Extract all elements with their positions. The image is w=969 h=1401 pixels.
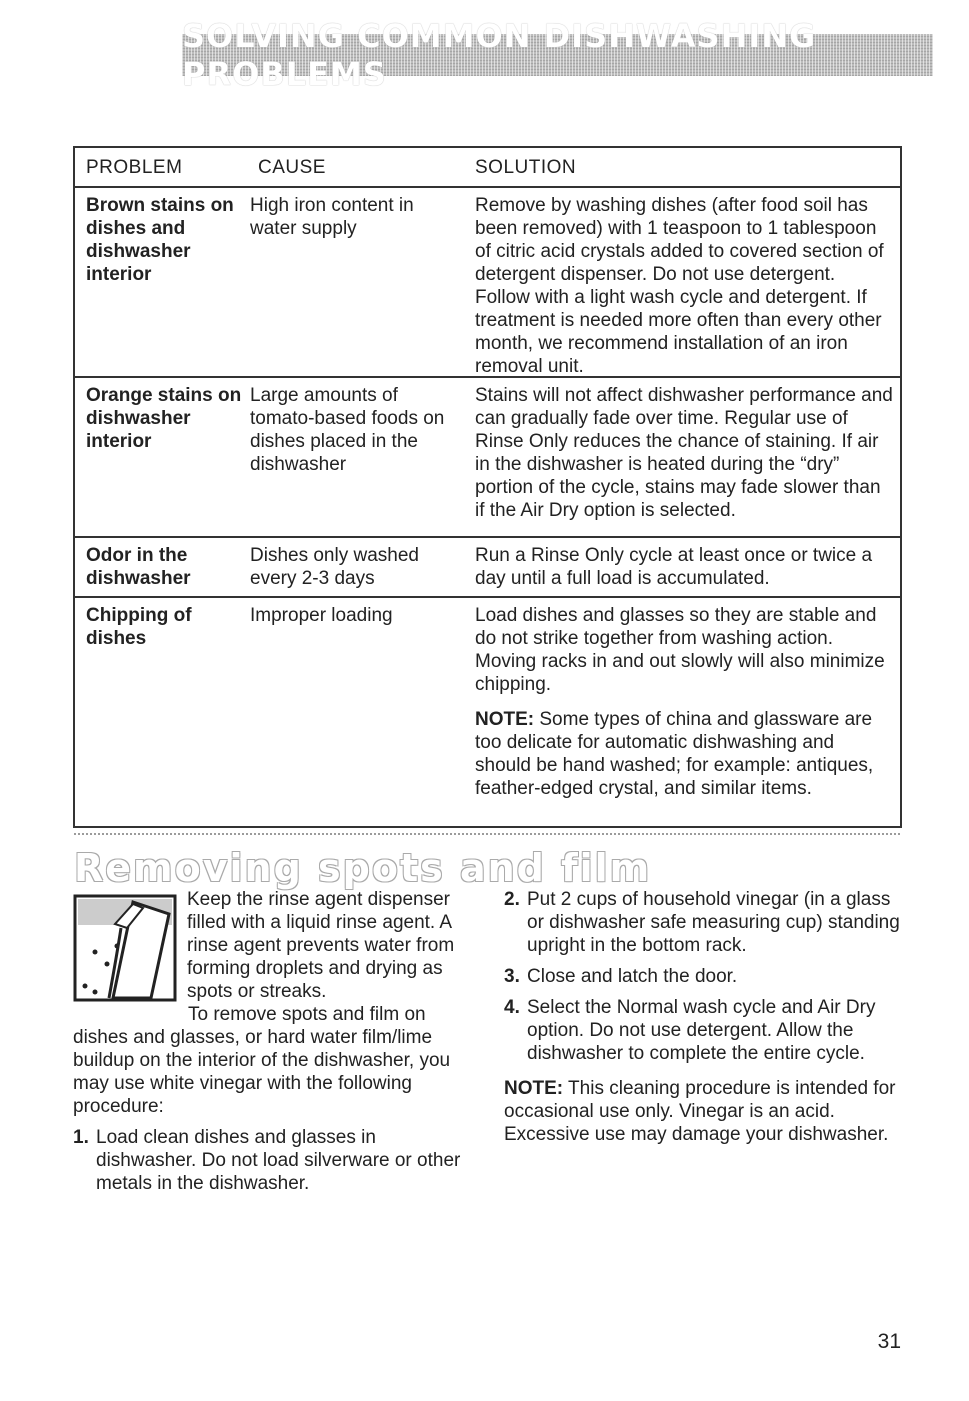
header-problem: PROBLEM xyxy=(86,156,183,178)
step-text: Close and latch the door. xyxy=(527,966,738,987)
note-label: NOTE: xyxy=(475,709,535,730)
problem-cell: Brown stains on dishes and dishwasher interior xyxy=(86,195,234,285)
step-number: 3. xyxy=(504,966,520,987)
header-cause: CAUSE xyxy=(258,156,326,178)
header-solution: SOLUTION xyxy=(475,156,577,178)
intro-paragraph xyxy=(73,888,478,1003)
table-row xyxy=(75,598,900,826)
list-item xyxy=(504,965,904,988)
problem-cell: Orange stains on dishwasher interior xyxy=(86,385,242,452)
solution-cell xyxy=(475,598,900,826)
intro-text-1: Keep the rinse agent dispenser filled with a liquid rinse agent. A rinse agent prevents water from forming droplets and drying as spots or streaks. xyxy=(187,889,455,1002)
intro-text-2: To remove spots and film on dishes and glasses, or hard water film/lime buildup on the interior of the dishwasher, you may use white vinegar with the following procedure: xyxy=(73,1004,451,1117)
cause-cell: Large amounts of tomato-based foods on dishes placed in the dishwasher xyxy=(250,385,445,475)
page-banner xyxy=(182,17,933,93)
solution-cell: Stains will not affect dishwasher performance and can gradually fade over time. Regular use of Rinse Only reduces the chance of staining. If air in the dishwasher is heated during the “dry” portion of the cycle, stains may fade slower than if the Air Dry option is selected. xyxy=(475,385,893,521)
table-row xyxy=(75,188,900,378)
step-text: Put 2 cups of household vinegar (in a glass or dishwasher safe measuring cup) standing upright in the bottom rack. xyxy=(527,889,900,956)
section-note xyxy=(504,1077,904,1146)
banner-title: SOLVING COMMON DISHWASHING PROBLEMS xyxy=(182,17,817,93)
list-item xyxy=(504,996,904,1065)
step-text: Select the Normal wash cycle and Air Dry option. Do not use detergent. Allow the dishwasher to complete the entire cycle. xyxy=(527,997,876,1064)
table-row xyxy=(75,378,900,538)
note-text: This cleaning procedure is intended for occasional use only. Vinegar is an acid. Excessive use may damage your dishwasher. xyxy=(504,1078,896,1145)
list-item xyxy=(73,1126,478,1195)
problem-cell: Chipping of dishes xyxy=(86,605,192,649)
section-title: Removing spots and film xyxy=(74,846,652,890)
table-note xyxy=(475,708,894,800)
table-header xyxy=(75,148,900,188)
cause-cell: Improper loading xyxy=(250,605,393,626)
step-number: 4. xyxy=(504,997,520,1018)
step-number: 2. xyxy=(504,889,520,910)
page-number: 31 xyxy=(877,1330,901,1353)
note-text: Some types of china and glassware are too delicate for automatic dishwashing and should be hand washed; for example: antiques, feather-edged crystal, and similar items. xyxy=(475,709,874,799)
dotted-divider xyxy=(73,832,902,836)
list-item xyxy=(504,888,904,957)
cause-cell: High iron content in water supply xyxy=(250,195,414,239)
table-row xyxy=(75,538,900,598)
cause-cell: Dishes only washed every 2-3 days xyxy=(250,545,419,589)
step-number: 1. xyxy=(73,1127,89,1148)
problem-cell: Odor in the dishwasher xyxy=(86,545,191,589)
solution-cell: Remove by washing dishes (after food soil has been removed) with 1 teaspoon to 1 tablespoon of citric acid crystals added to covered section of detergent dispenser. Do not use detergent. Follow with a light wash cycle and detergent. If treatment is needed more often than every other month, we recommend installation of an iron removal unit. xyxy=(475,195,884,377)
solution-text: Load dishes and glasses so they are stable and do not strike together from washing action. Moving racks in and out slowly will also minimize chipping. xyxy=(475,605,885,695)
right-column xyxy=(504,888,904,1146)
rinse-agent-dispenser-icon xyxy=(73,894,177,1002)
problems-table xyxy=(73,146,902,828)
note-label: NOTE: xyxy=(504,1078,564,1099)
left-column xyxy=(73,888,478,1195)
step-text: Load clean dishes and glasses in dishwasher. Do not load silverware or other metals in the dishwasher. xyxy=(96,1127,461,1194)
solution-cell: Run a Rinse Only cycle at least once or twice a day until a full load is accumulated. xyxy=(475,545,873,589)
